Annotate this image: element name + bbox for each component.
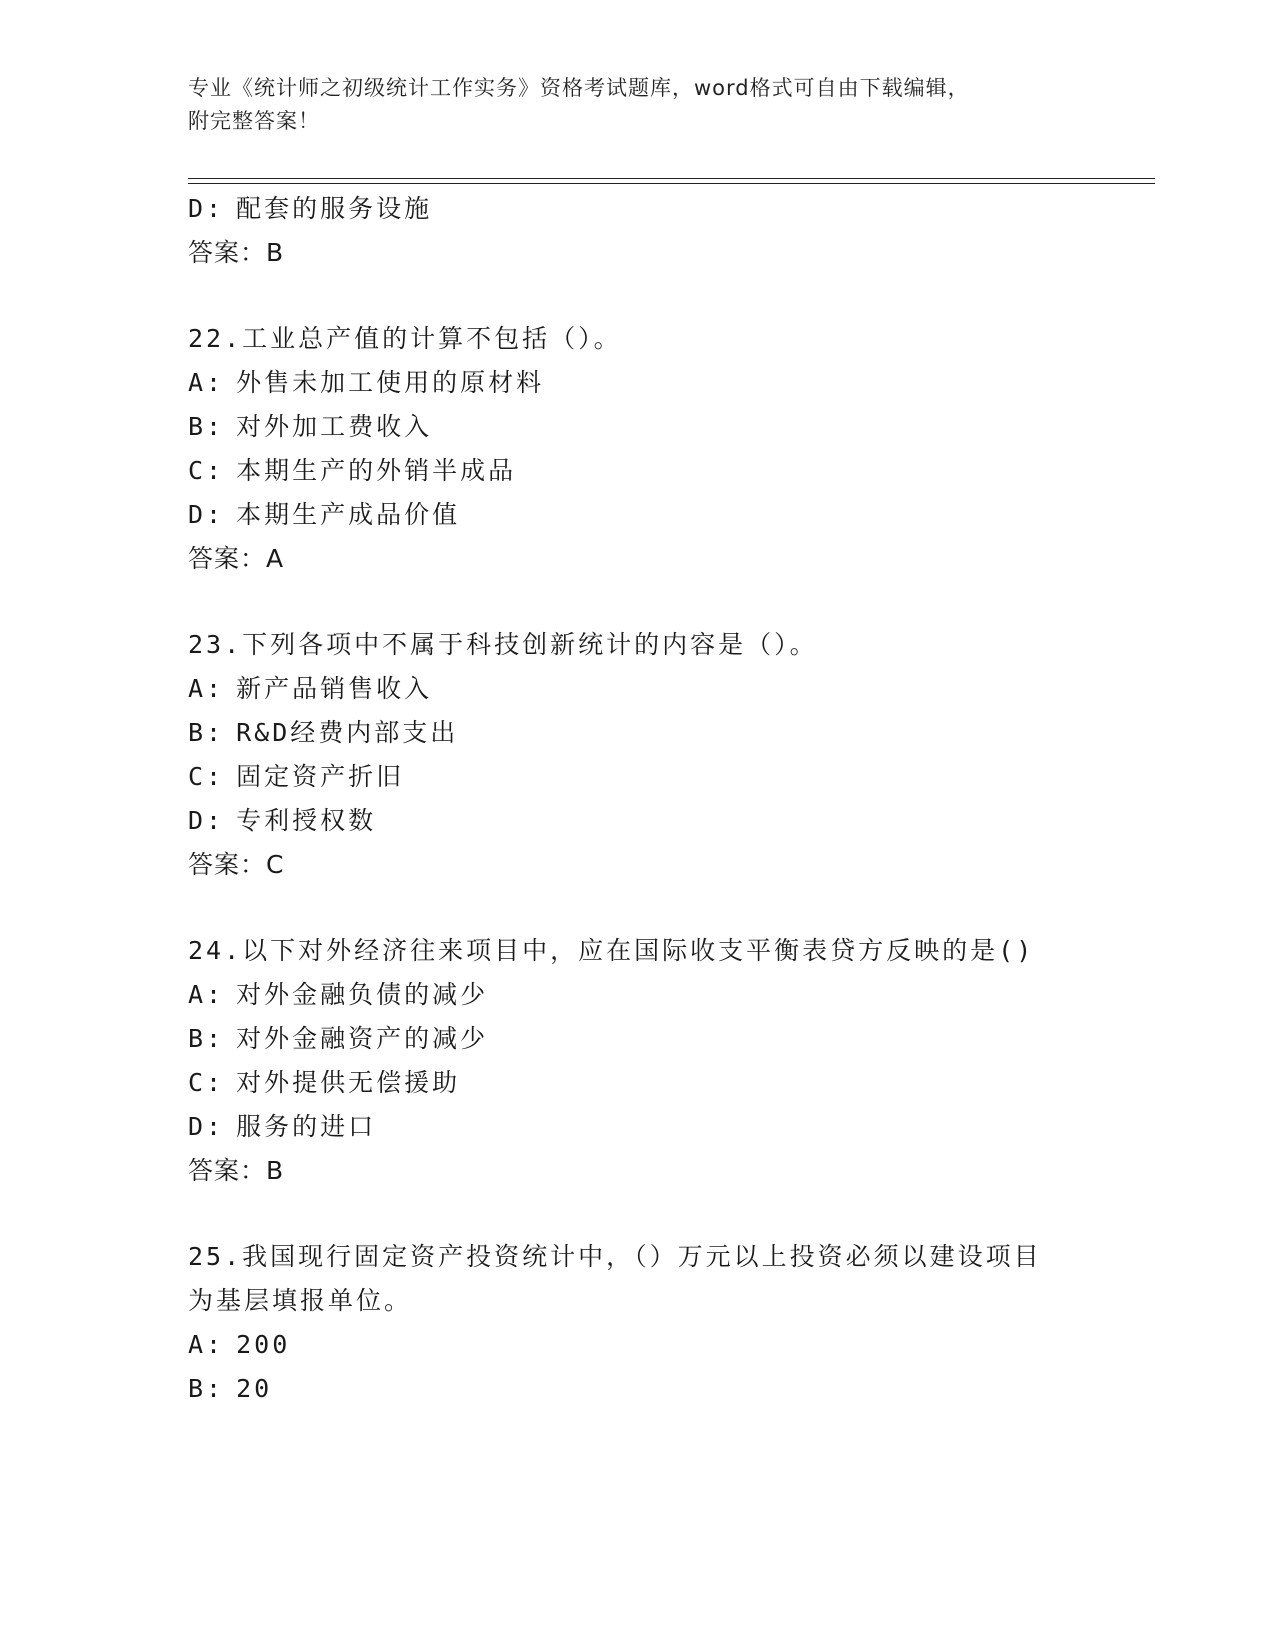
header-divider-top [188,178,1155,179]
document-header [188,72,1068,138]
question-22-option-b: B: 对外加工费收入 [188,412,433,441]
prev-option-d: D: 配套的服务设施 [188,194,433,223]
question-22-option-c: C: 本期生产的外销半成品 [188,456,517,485]
header-line-2: 附完整答案！ [188,109,320,133]
question-25-stem-line-1: 25.我国现行固定资产投资统计中，（）万元以上投资必须以建设项目 [188,1242,1042,1271]
question-25-option-b: B: 20 [188,1374,273,1403]
question-25-option-a: A: 200 [188,1330,291,1359]
question-22-stem: 22.工业总产值的计算不包括（）。 [188,324,622,353]
question-23-answer: 答案：C [188,850,285,879]
question-23-option-b: B: R&D经费内部支出 [188,718,459,747]
question-23-option-a: A: 新产品销售收入 [188,674,433,703]
question-25-stem-line-2: 为基层填报单位。 [188,1286,413,1315]
prev-answer: 答案：B [188,238,285,267]
question-22-option-d: D: 本期生产成品价值 [188,500,461,529]
question-23-option-c: C: 固定资产折旧 [188,762,405,791]
question-24-stem: 24.以下对外经济往来项目中，应在国际收支平衡表贷方反映的是() [188,936,1035,965]
header-divider-bottom [188,183,1155,184]
question-23-stem: 23.下列各项中不属于科技创新统计的内容是（）。 [188,630,818,659]
question-22-option-a: A: 外售未加工使用的原材料 [188,368,545,397]
question-24-option-c: C: 对外提供无偿援助 [188,1068,461,1097]
question-24-answer: 答案：B [188,1156,285,1185]
question-24-option-b: B: 对外金融资产的减少 [188,1024,489,1053]
header-line-1: 专业《统计师之初级统计工作实务》资格考试题库，word格式可自由下载编辑， [188,76,970,100]
question-24-option-a: A: 对外金融负债的减少 [188,980,489,1009]
question-22-answer: 答案：A [188,544,285,573]
question-24-option-d: D: 服务的进口 [188,1112,377,1141]
question-23-option-d: D: 专利授权数 [188,806,377,835]
